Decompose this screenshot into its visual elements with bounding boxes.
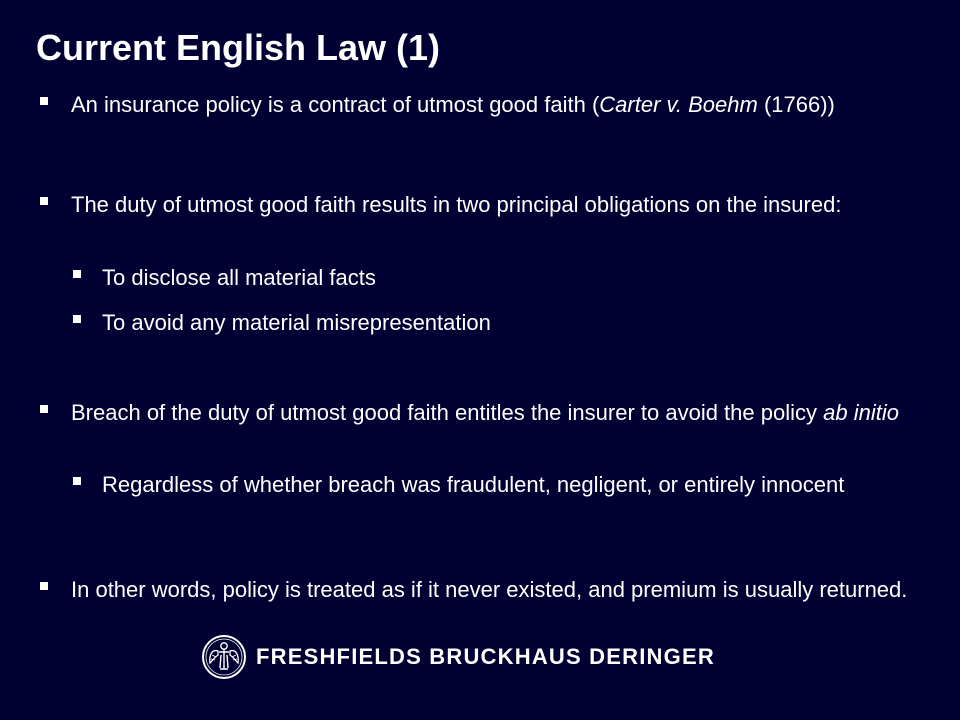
angel-seal-icon (200, 633, 248, 681)
bullet-text: To avoid any material misrepresentation (102, 310, 491, 335)
square-bullet-icon (73, 477, 81, 485)
bullet-duty-obligations (71, 190, 931, 220)
bullet-contract-of-utmost-good-faith (71, 90, 931, 120)
firm-name: FRESHFIELDS BRUCKHAUS DERINGER (256, 644, 715, 669)
square-bullet-icon (40, 197, 48, 205)
slide-title: Current English Law (1) (36, 27, 441, 68)
bullet-text: To disclose all material facts (102, 265, 376, 290)
bullet-text: In other words, policy is treated as if it never existed, and premium is usually returned. (71, 577, 908, 602)
square-bullet-icon (40, 405, 48, 413)
sub-bullet-regardless-of-breach (102, 470, 922, 500)
bullet-text: An insurance policy is a contract of utmost good faith (Carter v. Boehm (1766)) (71, 92, 835, 117)
bullet-text: Regardless of whether breach was fraudulent, negligent, or entirely innocent (102, 472, 845, 497)
square-bullet-icon (40, 582, 48, 590)
bullet-text: Breach of the duty of utmost good faith entitles the insurer to avoid the policy ab initio (71, 400, 899, 425)
footer-logo (200, 633, 720, 683)
sub-bullet-avoid-misrepresentation (102, 308, 922, 338)
bullet-text: The duty of utmost good faith results in two principal obligations on the insured: (71, 192, 842, 217)
bullet-in-other-words (71, 575, 931, 605)
square-bullet-icon (73, 270, 81, 278)
bullet-breach-entitles-avoidance (71, 398, 931, 428)
sub-bullet-disclose-facts (102, 263, 922, 293)
square-bullet-icon (40, 97, 48, 105)
square-bullet-icon (73, 315, 81, 323)
